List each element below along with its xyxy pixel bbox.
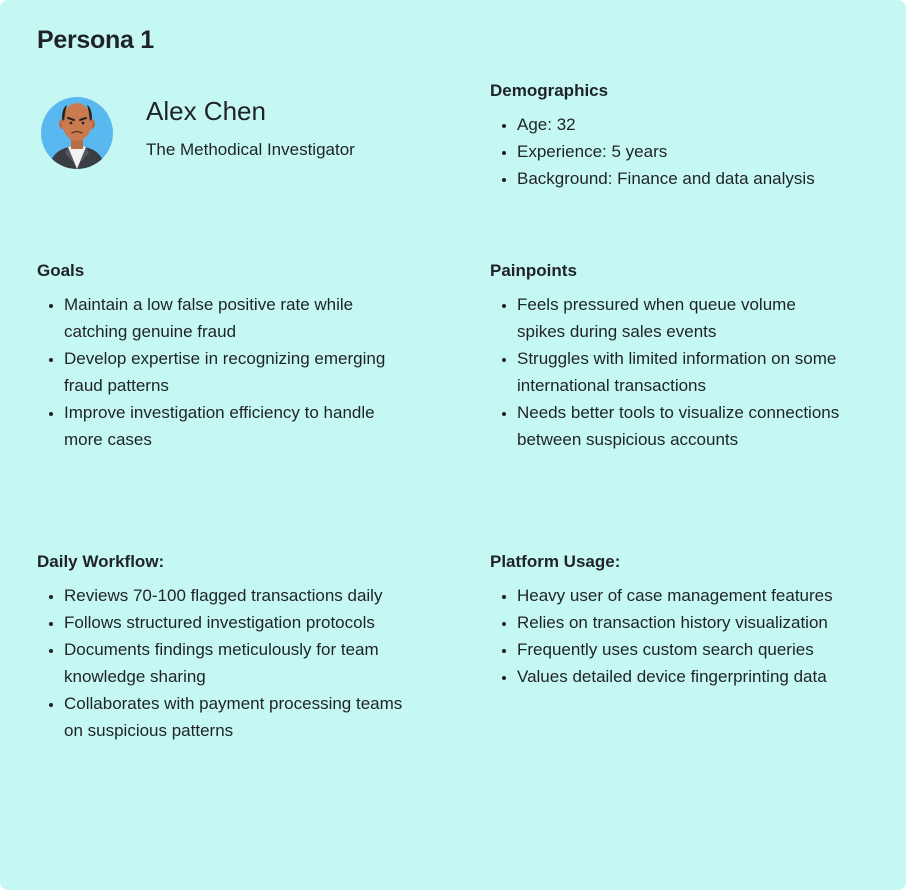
platform-usage-list bbox=[490, 582, 860, 690]
persona-role: The Methodical Investigator bbox=[146, 140, 355, 159]
goals-list bbox=[37, 291, 407, 453]
list-item: • Maintain a low false positive rate while catching genuine fraud bbox=[64, 291, 407, 345]
painpoints-list bbox=[490, 291, 840, 453]
list-item: • Needs better tools to visualize connections between suspicious accounts bbox=[517, 399, 840, 453]
daily-workflow-list bbox=[37, 582, 407, 744]
list-item: • Values detailed device fingerprinting data bbox=[517, 663, 860, 690]
list-item: • Reviews 70-100 flagged transactions daily bbox=[64, 582, 407, 609]
platform-usage-heading: Platform Usage: bbox=[490, 552, 621, 571]
goals-section bbox=[37, 259, 407, 453]
page-title: Persona 1 bbox=[37, 26, 154, 54]
list-item: • Frequently uses custom search queries bbox=[517, 636, 860, 663]
list-item: • Relies on transaction history visualization bbox=[517, 609, 860, 636]
list-item: • Collaborates with payment processing teams on suspicious patterns bbox=[64, 690, 407, 744]
goals-heading: Goals bbox=[37, 261, 85, 280]
person-avatar-icon bbox=[41, 97, 113, 169]
demographics-list bbox=[490, 111, 840, 192]
platform-usage-section bbox=[490, 550, 860, 690]
list-item: • Struggles with limited information on some international transactions bbox=[517, 345, 840, 399]
daily-workflow-section bbox=[37, 550, 407, 744]
avatar bbox=[41, 97, 113, 169]
list-item: • Documents findings meticulously for team knowledge sharing bbox=[64, 636, 407, 690]
list-item: • Follows structured investigation protocols bbox=[64, 609, 407, 636]
painpoints-heading: Painpoints bbox=[490, 261, 577, 280]
list-item: • Age: 32 bbox=[517, 111, 840, 138]
demographics-section bbox=[490, 79, 840, 192]
list-item: • Improve investigation efficiency to handle more cases bbox=[64, 399, 407, 453]
daily-workflow-heading: Daily Workflow: bbox=[37, 552, 165, 571]
persona-name: Alex Chen bbox=[146, 96, 266, 126]
list-item: • Feels pressured when queue volume spikes during sales events bbox=[517, 291, 840, 345]
list-item: • Heavy user of case management features bbox=[517, 582, 860, 609]
list-item: • Experience: 5 years bbox=[517, 138, 840, 165]
demographics-heading: Demographics bbox=[490, 81, 609, 100]
list-item: • Develop expertise in recognizing emerging fraud patterns bbox=[64, 345, 407, 399]
painpoints-section bbox=[490, 259, 840, 453]
list-item: • Background: Finance and data analysis bbox=[517, 165, 840, 192]
